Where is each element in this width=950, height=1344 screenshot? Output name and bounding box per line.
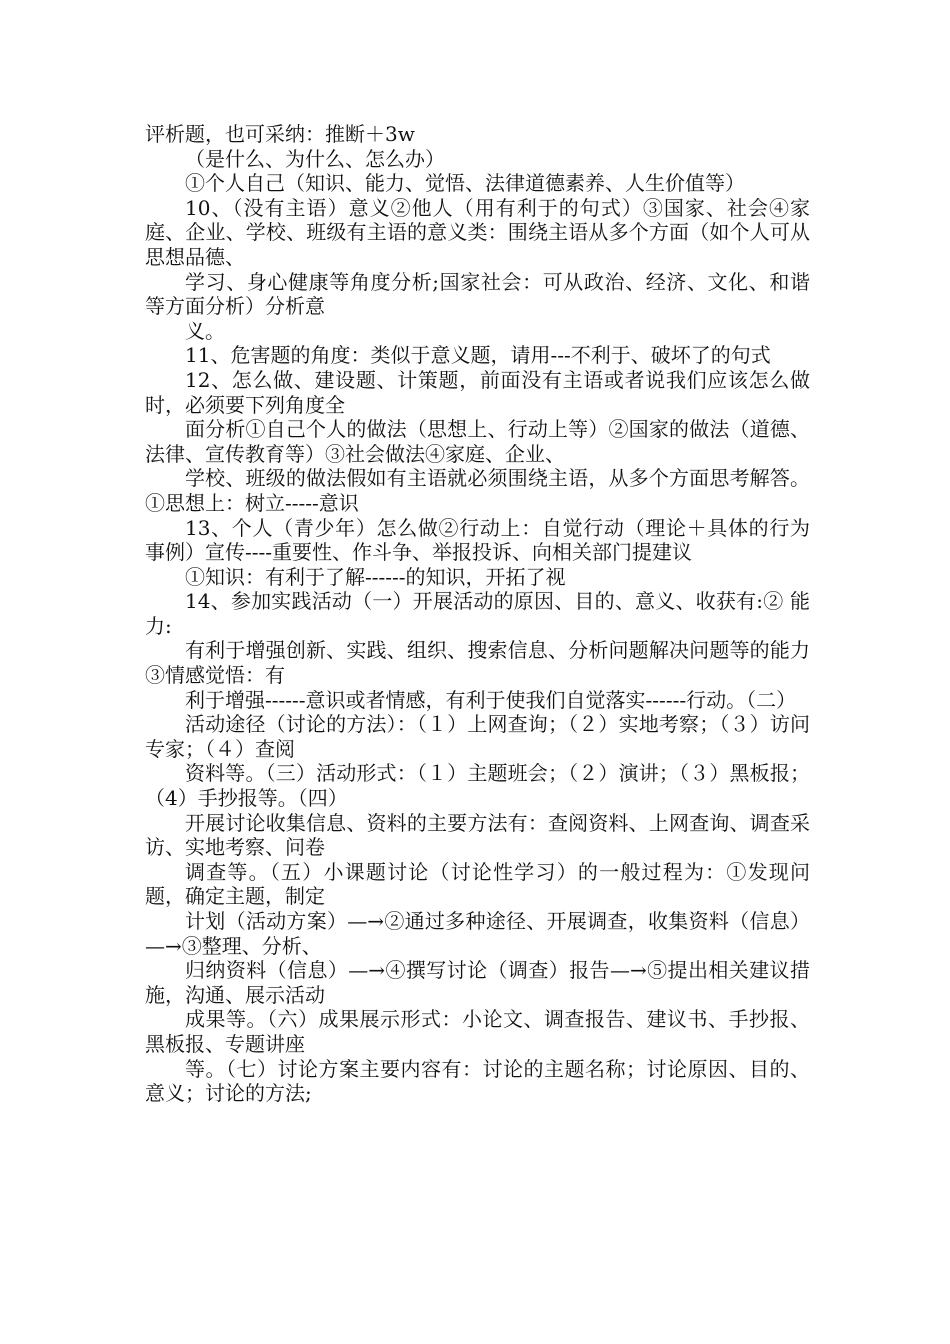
paragraph: 12、怎么做、建设题、计策题，前面没有主语或者说我们应该怎么做时，必须要下列角度全: [145, 367, 810, 417]
paragraph: 学校、班级的做法假如有主语就必须围绕主语，从多个方面思考解答。①思想上：树立-----意识: [145, 466, 810, 515]
paragraph: 成果等。（六）成果展示形式：小论文、调查报告、建议书、手抄报、黑板报、专题讲座: [145, 1007, 810, 1056]
paragraph: 评析题，也可采纳：推断＋3w: [145, 122, 415, 146]
paragraph: 归纳资料（信息）—→④撰写讨论（调查）报告—→⑤提出相关建议措施，沟通、展示活动: [145, 958, 810, 1007]
paragraph: ①个人自己（知识、能力、觉悟、法律道德素养、人生价值等）: [185, 171, 745, 196]
paragraph: 10、（没有主语）意义②他人（用有利于的句式）③国家、社会④家庭、企业、学校、班级有主语的意义类：围绕主语从多个方面（如个人可从思想品德、: [145, 195, 810, 269]
paragraph: 13、个人（青少年）怎么做②行动上：自觉行动（理论＋具体的行为事例）宣传----重要性、作斗争、举报投诉、向相关部门提建议: [145, 515, 810, 565]
paragraph: 利于增强------意识或者情感，有利于使我们自觉落实------行动。（二）: [185, 687, 797, 712]
document-body: [145, 122, 810, 1106]
paragraph: 活动途径（讨论的方法）：（１）上网查询；（２）实地考察；（３）访问专家；（４）查阅: [145, 712, 810, 761]
paragraph: 义。: [185, 318, 225, 343]
paragraph: 有利于增强创新、实践、组织、搜索信息、分析问题解决问题等的能力③情感觉悟：有: [145, 638, 810, 688]
paragraph: 14、参加实践活动（一）开展活动的原因、目的、意义、收获有:② 能力:: [145, 589, 810, 638]
paragraph: 开展讨论收集信息、资料的主要方法有：查阅资料、上网查询、调查采访、实地考察、问卷: [145, 810, 810, 860]
paragraph: 调查等。（五）小课题讨论（讨论性学习）的一般过程为：①发现问题，确定主题，制定: [145, 859, 810, 909]
paragraph: 等。（七）讨论方案主要内容有：讨论的主题名称；讨论原因、目的、意义；讨论的方法;: [145, 1056, 810, 1106]
paragraph: 学习、身心健康等角度分析;国家社会：可从政治、经济、文化、和谐等方面分析）分析意: [145, 269, 810, 319]
paragraph: ①知识：有利于了解------的知识，开拓了视: [185, 564, 566, 589]
paragraph: 11、危害题的角度：类似于意义题，请用---不利于、破坏了的句式: [185, 343, 771, 368]
paragraph: 计划（活动方案）—→②通过多种途径、开展调查，收集资料（信息）—→③整理、分析、: [145, 909, 810, 958]
paragraph: （是什么、为什么、怎么办）: [185, 146, 445, 171]
paragraph: 面分析①自己个人的做法（思想上、行动上等）②国家的做法（道德、法律、宣传教育等）③社会做法④家庭、企业、: [145, 417, 810, 466]
paragraph: 资料等。（三）活动形式：（１）主题班会；（２）演讲；（３）黑板报；（4）手抄报等。（四）: [145, 761, 810, 811]
